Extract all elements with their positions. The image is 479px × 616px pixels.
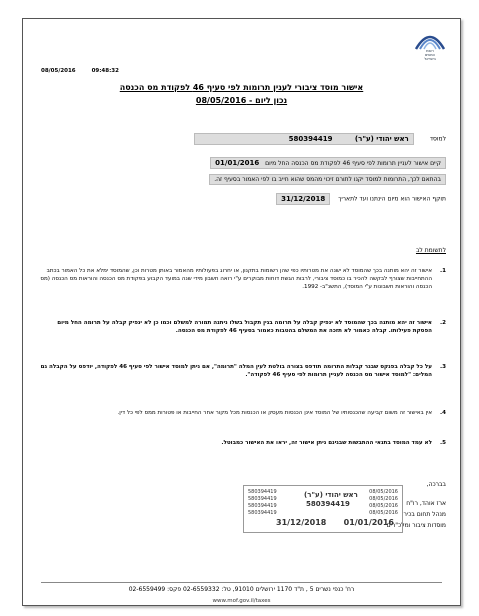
institution-field xyxy=(194,133,414,145)
signature-role: מנהל תחום בכיר xyxy=(403,511,446,518)
validity-text: תוקף האישור הוא מיום הינתנו ועד לתאריך xyxy=(338,195,446,203)
signature-name: ארז אוהד, רו"ח xyxy=(406,500,446,507)
print-date: 08/05/2016 xyxy=(41,68,76,74)
footer-address: רח' כנפי נשרים 5 , ת"ד 1170 ירושלים 91010, טל: 02-6559332 פקס: 02-6559499 xyxy=(128,586,355,593)
institution-name: ראש יהודי (ע"ר) xyxy=(354,135,409,143)
footer-divider xyxy=(41,582,442,583)
document-subtitle: נכון ליום - 08/05/2016 xyxy=(195,96,288,105)
institution-row xyxy=(194,133,446,145)
print-timestamp xyxy=(41,68,133,74)
note-item: 2.אישור זה יהא מותנה בכך שהמוסד לא ינפיק קבלה על תרומה בגין תקבול בשלו ניתנה תמורה למשלם וכמו כן לא ינפיק קבלה על תרומה החל מיום הפסקת פעילותו. קבלה כאמור לא תזכה את המשלם בהטבות כאמור בסעיף 46 לפקודת מס הכנסה. xyxy=(36,319,446,335)
document-page xyxy=(22,18,461,606)
footer-url: www.mof.gov.il/taxes xyxy=(212,598,271,604)
document-title: אישור מוסד ציבורי לענין תרומות לפי סעיף 46 לפקודת מס הכנסה xyxy=(119,83,364,92)
stamp-recognition-date: 01/01/2016 xyxy=(343,518,394,527)
note-text: על כל קבלה בפנקס שבגר קבלות התרומה תודפס בצורה בולטת לעין המלה "תרומה", אם ניתן למוסד אישור לפי סעיף 46 לפקודה, יודפס על הקבלה גם המלים: "למוסד אישור מס הכנסה לעניין תרומות לפי סעיף 46 לפקודה". xyxy=(40,364,432,378)
institution-number: 580394419 xyxy=(288,135,333,143)
stamp-institution-name: ראש יהודי (ע"ר) xyxy=(304,491,358,499)
note-item: 4.אין באישור זה משום קביעה שהכנסותיו של המוסד אינן הכנסות מעסק או הכנסות מכל מקור אחר החייבות או פטורות ממס לפי כל דין. xyxy=(36,409,446,417)
institution-label: למוסד xyxy=(429,135,446,143)
note-item: 1.אישור זה יהא מותנה בכך שהמוסד לא ישנה את מטרותיו כפי שהן רשומות בתקנון, או יחרוג בפעולותיו מהאמור באותן מטרות וכן, שהמוסד ימלא את כל האמור בכתב ההתחייבות שצורף לבקשה להכיר בו כמוסד ציבורי, לרבות הגשת דוחות מבוקרים ע"י רואה חשבון מידי שנה במועד הקבוע בפקודת מס הכנסה והוראות מס הכנסה (מס הכנסה והוראות חשבונות ע"י המוסד), התשנ"ב- 1992. xyxy=(40,268,446,290)
recognition-text: קיים אישור לעניין תרומות לפי סעיף 46 לפקודת מס הכנסה החל מיום xyxy=(265,160,441,167)
recognition-row xyxy=(210,157,446,169)
note-text: אישור זה יהא מותנה בכך שהמוסד לא ישנה את מטרותיו כפי שהן רשומות בתקנון, או יחרוג בפעולותיו מהאמור באותן מטרות וכן, שהמוסד ימלא את כל האמור בכתב ההתחייבות שצורף לבקשה להכיר בו כמוסד ציבורי, לרבות הגשת דוחות מבוקרים ע"י רואה חשבון מידי שנה במועד הקבוע בפקודת מס הכנסה והוראות מס הכנסה (מס הכנסה והוראות חשבונות ע"י המוסד), התשנ"ב- 1992. xyxy=(40,268,432,290)
signature-dept: מוסדות ציבור ומלכ"רים xyxy=(386,522,446,529)
note-item: 3.על כל קבלה בפנקס שבגר קבלות התרומה תודפס בצורה בולטת לעין המלה "תרומה", אם ניתן למוסד אישור לפי סעיף 46 לפקודה, יודפס על הקבלה גם המלים: "למוסד אישור מס הכנסה לעניין תרומות לפי סעיף 46 לפקודה". xyxy=(40,364,446,378)
print-time: 09:48:32 xyxy=(91,68,119,74)
stamp-institution-number: 580394419 xyxy=(306,500,350,508)
note-text: אין באישור זה משום קביעה שהכנסותיו של המוסד אינן הכנסות מעסק או הכנסות מכל מקור אחר החייבות או פטורות ממס לפי כל דין. xyxy=(117,410,432,416)
verification-stamp: 580394419 580394419 580394419 580394419 ראש יהודי (ע"ר) 580394419 08/05/2016 08/05/2016 08/05/2016 08/05/2016 31/12/2018 01/01/2016 xyxy=(243,485,403,533)
note-item: 5.לא עמד המוסד בתנאי ההתבשות שבגינם ניתן אישור זה, יראו את האישור כמבוטל. xyxy=(36,439,446,447)
logo-emblem-icon xyxy=(410,27,450,51)
tax-authority-logo xyxy=(410,27,450,67)
note-text: לא עמד המוסד בתנאי ההתבשות שבגינם ניתן אישור זה, יראו את האישור כמבוטל. xyxy=(221,440,432,446)
validity-date: 31/12/2018 xyxy=(276,193,330,205)
validity-row xyxy=(276,193,446,205)
stamp-validity-date: 31/12/2018 xyxy=(276,518,327,527)
consequence-text: בהתאם לכך, התרומות למוסד יקנו לתורם זיכוי מהמס שהוא חייב בו לפי האמור בסעיף זה. xyxy=(209,174,446,185)
signature-greeting: בברכה, xyxy=(426,481,446,488)
note-text: אישור זה יהא מותנה בכך שהמוסד לא ינפיק קבלה על תרומה בגין תקבול בשלו ניתנה תמורה למשלם וכמו כן לא ינפיק קבלה על תרומה החל מיום הפסקת פעילותו. קבלה כאמור לא תזכה את המשלם בהטבות כאמור בסעיף 46 לפקודת מס הכנסה. xyxy=(57,320,432,334)
notes-title: לתשומת לב xyxy=(415,247,446,254)
recognition-date: 01/01/2016 xyxy=(215,159,260,167)
recognition-field xyxy=(210,157,446,169)
consequence-row xyxy=(209,174,446,185)
logo-lettering: רשות המסים בישראל xyxy=(424,49,436,61)
